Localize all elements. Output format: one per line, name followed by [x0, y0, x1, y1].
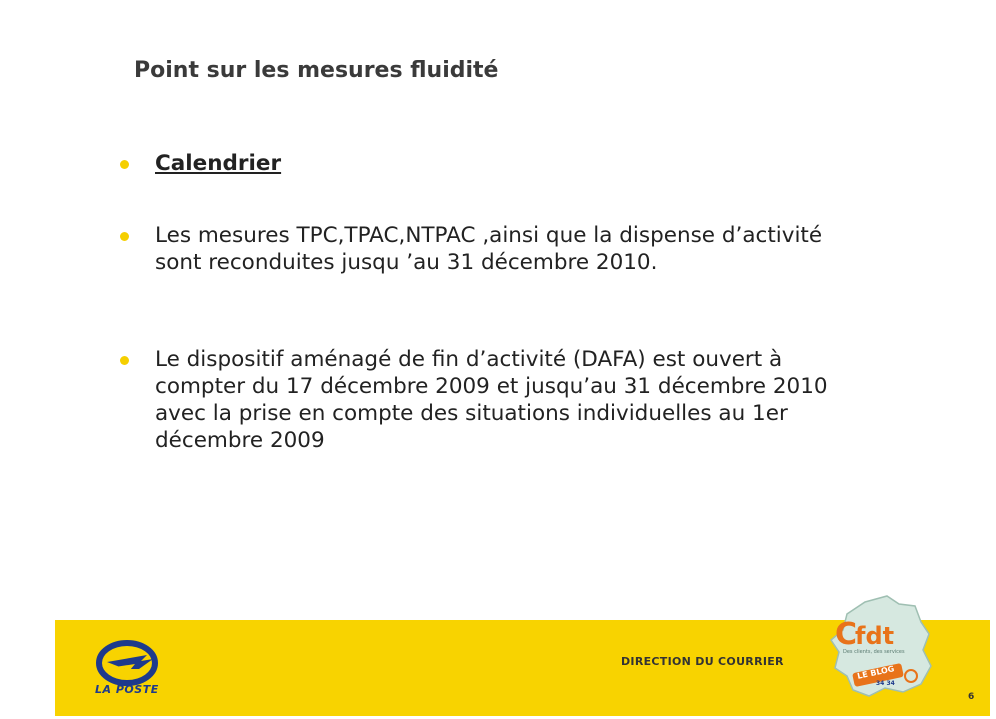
slide-title: Point sur les mesures fluidité	[134, 58, 499, 83]
svg-text:C: C	[835, 617, 858, 652]
cfdt-blog-badge-icon	[825, 592, 937, 704]
bullet-dot-icon	[120, 356, 129, 365]
cfdt-blog-label: LE BLOG	[856, 664, 896, 681]
bullet-dot-icon	[120, 160, 129, 169]
department-label: DIRECTION DU COURRIER	[621, 655, 784, 668]
bullet-item-mesures	[120, 222, 845, 276]
bullet-item-calendrier	[120, 150, 845, 177]
bullet-text: Les mesures TPC,TPAC,NTPAC ,ainsi que la dispense d’activité sont reconduites jusqu ’au 31 décembre 2010.	[155, 223, 823, 275]
bullet-dot-icon	[120, 232, 129, 241]
bullet-heading: Calendrier	[155, 151, 282, 176]
la-poste-logo-text: LA POSTE	[95, 683, 159, 696]
cfdt-blog-number: 34 34	[876, 680, 895, 687]
page-number: 6	[968, 692, 975, 702]
cfdt-tagline: Des clients, des services	[843, 649, 905, 655]
svg-text:fdt: fdt	[855, 622, 895, 650]
bullet-text: Le dispositif aménagé de fin d’activité (DAFA) est ouvert à compter du 17 décembre 2009 et jusqu’au 31 décembre 2010 avec la prise en compte des situations individuelles au 1er décembre 2009	[155, 347, 828, 453]
bullet-item-dafa	[120, 346, 845, 454]
